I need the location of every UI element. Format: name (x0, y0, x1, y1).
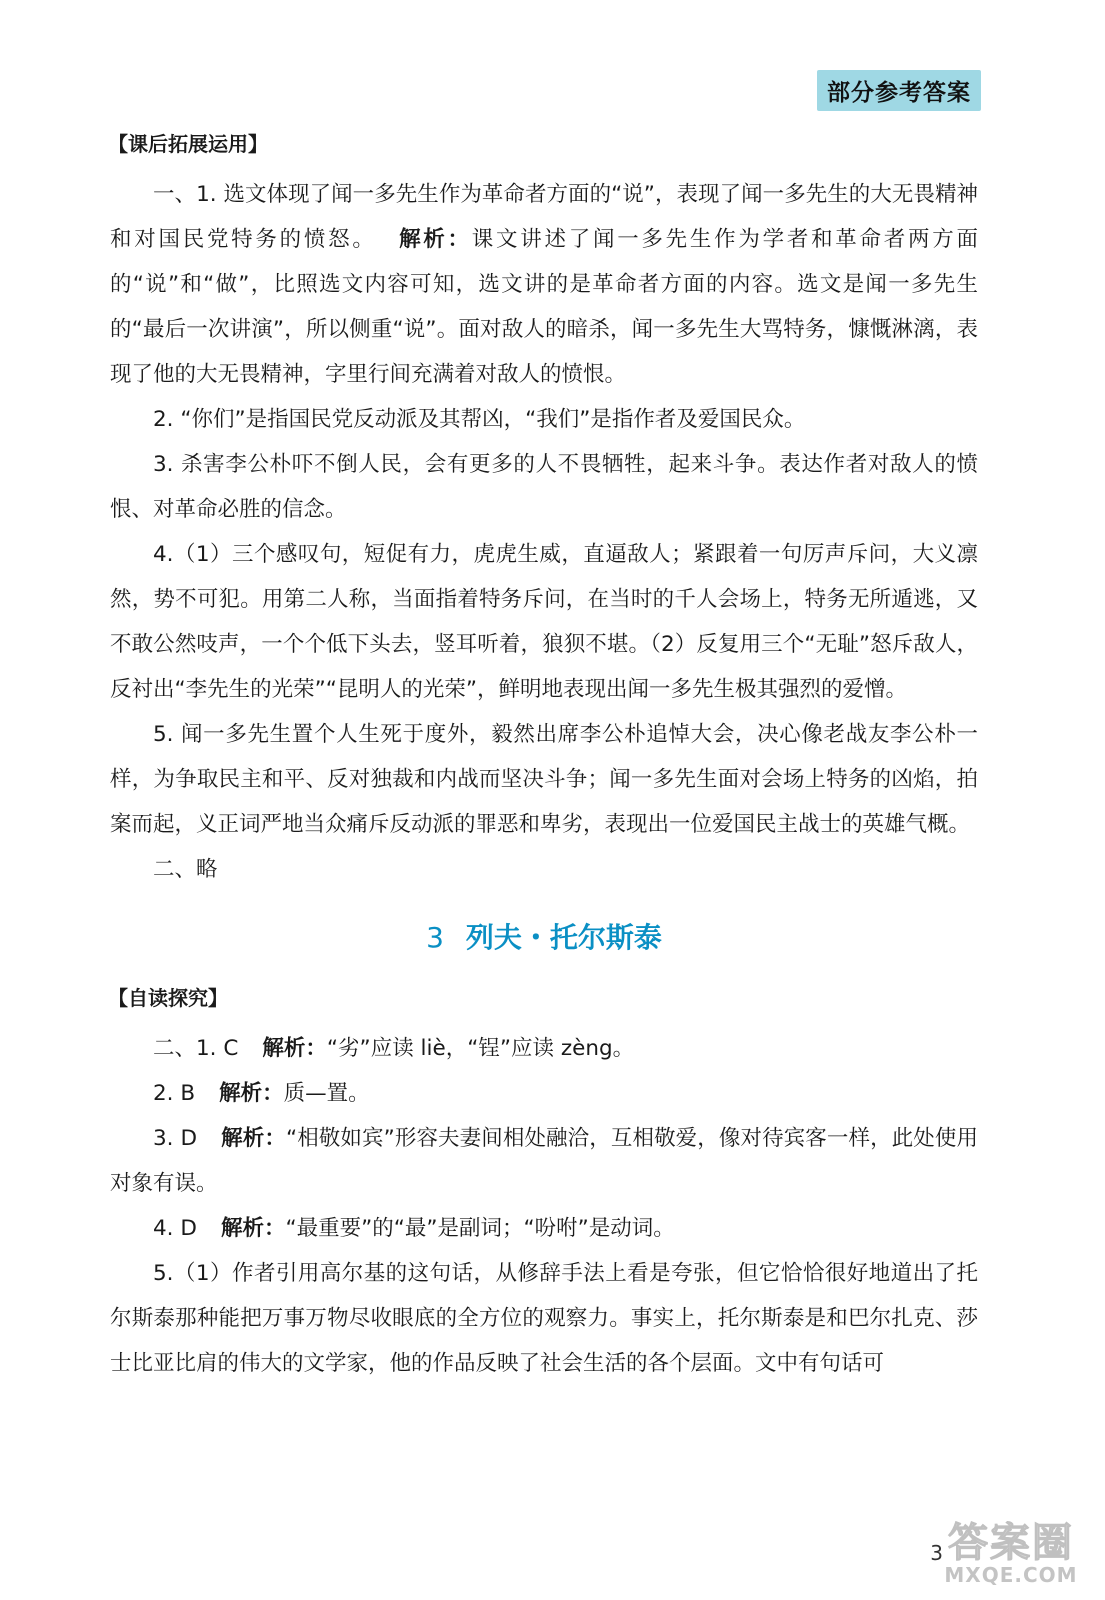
section-heading-extension: 【课后拓展运用】 (108, 132, 268, 156)
analysis-label: 解析： (219, 1081, 284, 1106)
answer-s2-2: 2. B 解析：质—置。 (153, 1081, 370, 1106)
answer-s2-4: 4. D 解析：“最重要”的“最”是副词；“吩咐”是动词。 (153, 1216, 675, 1241)
watermark-url: MXQE.COM (944, 1563, 1078, 1587)
answer-1-3: 3. 杀害李公朴吓不倒人民，会有更多的人不畏牺牲，起来斗争。表达作者对敌人的愤恨、对革命必胜的信念。 (110, 452, 978, 522)
answer-1-2: 2. “你们”是指国民党反动派及其帮凶，“我们”是指作者及爱国民众。 (153, 407, 806, 432)
content (110, 128, 978, 1386)
analysis-label: 解析： (262, 1036, 327, 1061)
section-heading-self-study: 【自读探究】 (108, 986, 228, 1010)
chapter-number: 3 (426, 921, 444, 954)
answer-1-1: 一、1. 选文体现了闻一多先生作为革命者方面的“说”，表现了闻一多先生的大无畏精神和对国民党特务的愤怒。 解析：课文讲述了闻一多先生作为学者和革命者两方面的“说”和“做”，比照选文内容可知，选文讲的是革命者方面的内容。选文是闻一多先生的“最后一次讲演”，所以侧重“说”。面对敌人的暗杀，闻一多先生大骂特务，慷慨淋漓，表现了他的大无畏精神，字里行间充满着对敌人的愤恨。 (110, 182, 978, 387)
chapter-title (110, 918, 978, 958)
answer-1-5: 5. 闻一多先生置个人生死于度外，毅然出席李公朴追悼大会，决心像老战友李公朴一样，为争取民主和平、反对独裁和内战而坚决斗争；闻一多先生面对会场上特务的凶焰，拍案而起，义正词严地当众痛斥反动派的罪恶和卑劣，表现出一位爱国民主战士的英雄气概。 (110, 722, 978, 837)
analysis-label: 解析： (399, 227, 472, 252)
answer-2: 二、略 (153, 857, 218, 882)
answer-s2-3: 3. D 解析：“相敬如宾”形容夫妻间相处融洽，互相敬爱，像对待宾客一样，此处使用对象有误。 (110, 1126, 978, 1196)
page-number: 3 (930, 1541, 943, 1565)
chapter-name: 列夫・托尔斯泰 (465, 921, 662, 954)
watermark-logo-text: 答案圈 (948, 1520, 1074, 1566)
answer-s2-1: 二、1. C 解析：“劣”应读 liè，“锃”应读 zèng。 (153, 1036, 635, 1061)
analysis-label: 解析： (221, 1126, 286, 1151)
analysis-label: 解析： (220, 1216, 286, 1241)
section-tag: 部分参考答案 (817, 70, 981, 111)
answer-1-4: 4.（1）三个感叹句，短促有力，虎虎生威，直逼敌人；紧跟着一句厉声斥问，大义凛然，势不可犯。用第二人称，当面指着特务斥问，在当时的千人会场上，特务无所遁逃，又不敢公然吱声，一个个低下头去，竖耳听着，狼狈不堪。（2）反复用三个“无耻”怒斥敌人，反衬出“李先生的光荣”“昆明人的光荣”，鲜明地表现出闻一多先生极其强烈的爱憎。 (110, 542, 978, 702)
answer-s2-5: 5.（1）作者引用高尔基的这句话，从修辞手法上看是夸张，但它恰恰很好地道出了托尔斯泰那种能把万事万物尽收眼底的全方位的观察力。事实上，托尔斯泰是和巴尔扎克、莎士比亚比肩的伟大的文学家，他的作品反映了社会生活的各个层面。文中有句话可 (110, 1261, 978, 1376)
watermark-logo (931, 1522, 1091, 1588)
